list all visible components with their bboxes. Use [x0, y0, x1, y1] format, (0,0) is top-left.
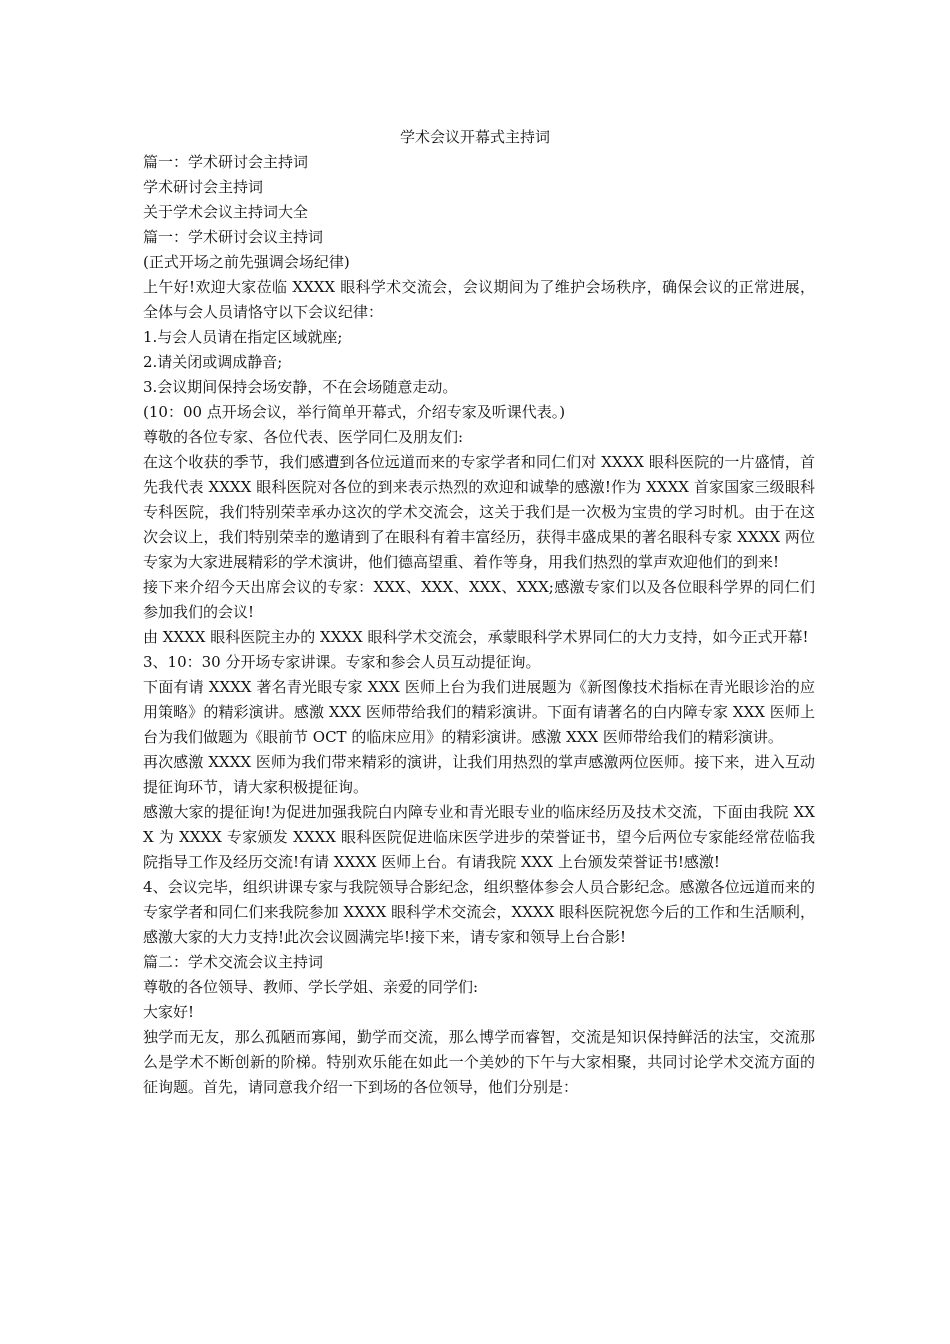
paragraph: 3.会议期间保持会场安静，不在会场随意走动。 [143, 378, 458, 396]
paragraph: 在这个收获的季节，我们感遭到各位远道而来的专家学者和同仁们对 XXXX 眼科医院的一片盛情，首先我代表 XXXX 眼科医院对各位的到来表示热烈的欢迎和诚挚的感激!作为 XXXX 首家国家三级眼科专科医院，我们特别荣幸承办这次的学术交流会，这关于我们是一次极为宝贵的学习时机。由于在这次会议上，我们特别荣幸的邀请到了在眼科有着丰富经历，获得丰盛成果的著名眼科专家 XXXX 两位专家为大家进展精彩的学术演讲，他们德高望重、着作等身，用我们热烈的掌声欢迎他们的到来! [143, 453, 815, 571]
paragraph: 尊敬的各位领导、教师、学长学姐、亲爱的同学们: [143, 978, 479, 996]
paragraph: 1.与会人员请在指定区域就座; [143, 328, 343, 346]
document-body [143, 150, 815, 1100]
paragraph: 学术研讨会主持词 [143, 178, 264, 196]
paragraph: 由 XXXX 眼科医院主办的 XXXX 眼科学术交流会，承蒙眼科学术界同仁的大力支持，如今正式开幕! [143, 628, 809, 646]
paragraph: 尊敬的各位专家、各位代表、医学同仁及朋友们: [143, 428, 464, 446]
paragraph: 3、10：30 分开场专家讲课。专家和参会人员互动提征询。 [143, 653, 541, 671]
paragraph: 篇二：学术交流会议主持词 [143, 953, 324, 971]
paragraph: 篇一：学术研讨会议主持词 [143, 228, 324, 246]
paragraph: 感激大家的提征询!为促进加强我院白内障专业和青光眼专业的临床经历及技术交流，下面由我院 XXX 为 XXXX 专家颁发 XXXX 眼科医院促进临床医学进步的荣誉证书，望今后两位专家能经常莅临我院指导工作及经历交流!有请 XXXX 医师上台。有请我院 XXX 上台颁发荣誉证书!感激! [143, 803, 815, 871]
paragraph: (10：00 点开场会议，举行简单开幕式，介绍专家及听课代表。) [143, 403, 566, 421]
paragraph: 关于学术会议主持词大全 [143, 203, 309, 221]
paragraph: 独学而无友，那么孤陋而寡闻，勤学而交流，那么博学而睿智，交流是知识保持鲜活的法宝，交流那么是学术不断创新的阶梯。特别欢乐能在如此一个美妙的下午与大家相聚，共同讨论学术交流方面的征询题。首先，请同意我介绍一下到场的各位领导，他们分别是： [143, 1028, 815, 1096]
paragraph: 2.请关闭或调成静音; [143, 353, 283, 371]
document-title: 学术会议开幕式主持词 [399, 128, 550, 146]
paragraph: 篇一：学术研讨会主持词 [143, 153, 309, 171]
paragraph: 接下来介绍今天出席会议的专家：XXX、XXX、XXX、XXX;感激专家们以及各位眼科学界的同仁们参加我们的会议! [143, 578, 815, 621]
paragraph: 再次感激 XXXX 医师为我们带来精彩的演讲，让我们用热烈的掌声感激两位医师。接下来，进入互动提征询环节，请大家积极提征询。 [143, 753, 815, 796]
paragraph: (正式开场之前先强调会场纪律) [143, 253, 350, 271]
paragraph: 大家好! [143, 1003, 195, 1021]
paragraph: 上午好!欢迎大家莅临 XXXX 眼科学术交流会，会议期间为了维护会场秩序，确保会议的正常进展，全体与会人员请恪守以下会议纪律： [143, 278, 815, 321]
paragraph: 4、会议完毕，组织讲课专家与我院领导合影纪念，组织整体参会人员合影纪念。感激各位远道而来的专家学者和同仁们来我院参加 XXXX 眼科学术交流会，XXXX 眼科医院祝您今后的工作和生活顺利，感激大家的大力支持!此次会议圆满完毕!接下来，请专家和领导上台合影! [143, 878, 815, 946]
paragraph: 下面有请 XXXX 著名青光眼专家 XXX 医师上台为我们进展题为《新图像技术指标在青光眼诊治的应用策略》的精彩演讲。感激 XXX 医师带给我们的精彩演讲。下面有请著名的白内障专家 XXX 医师上台为我们做题为《眼前节 OCT 的临床应用》的精彩演讲。感激 XXX 医师带给我们的精彩演讲。 [143, 678, 815, 746]
